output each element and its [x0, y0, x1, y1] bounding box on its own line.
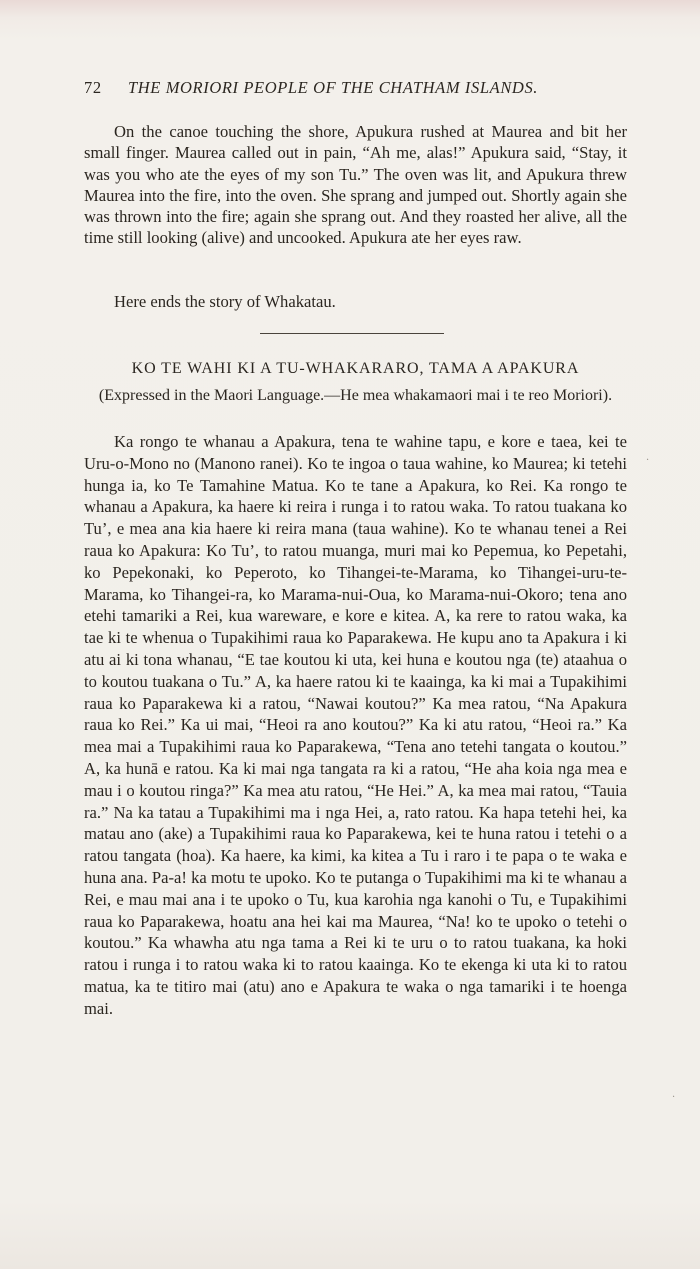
page-header	[84, 78, 644, 98]
section-subtitle: (Expressed in the Maori Language.—He mea whakamaori mai i te reo Moriori).	[98, 387, 613, 404]
english-paragraph-2	[84, 291, 627, 312]
running-title: THE MORIORI PEOPLE OF THE CHATHAM ISLANDS.	[128, 78, 539, 97]
paragraph-text: On the canoe touching the shore, Apukura rushed at Maurea and bit her small finger. Maurea called out in pain, “Ah me, alas!” Apukura said, “Stay, it was you who ate the eyes of my son Tu.” The oven was lit, and Apukura threw Maurea into the fire, into the oven. She sprang and jumped out. Shortly again she was thrown into the fire; again she sprang out. And they roasted her alive, all the time still looking (alive) and uncooked. Apukura ate her eyes raw.	[84, 122, 627, 248]
paper-speck: ·	[646, 455, 650, 466]
page-number: 72	[84, 78, 102, 97]
section-divider	[260, 333, 444, 334]
section-title: KO TE WAHI KI A TU-WHAKARARO, TAMA A APAKURA	[131, 360, 580, 377]
paper-speck: ·	[672, 1092, 676, 1103]
english-paragraph-1	[84, 121, 627, 249]
paragraph-text: Ka rongo te whanau a Apakura, tena te wahine tapu, e kore e taea, kei te Uru-o-Mono no (Manono ranei). Ko te ingoa o taua wahine, ko Maurea; ki tetehi hunga ia, ko Te Tamahine Matua. Ko te tane a Apakura, ko Rei. Ka rongo te whanau a Apakura, ka haere ki reira i runga i to ratou waka. To ratou tuakana ko Tu’, e mea ana kia haere ki reira mana (taua wahine). Ko te whanau tenei a Rei raua ko Apakura: Ko Tu’, to ratou muanga, muri mai ko Pepemua, ko Pepetahi, ko Pepekonaki, ko Peperoto, ko Tihangei-te-Marama, ko Tihangei-uru-te-Marama, ko Tihangei-ra, ko Marama-nui-Oua, ko Marama-nui-Okoro; tena ano etehi tamariki a Rei, kua wareware, e kore e kitea. A, ka rere to ratou waka, ka tae ki te whenua o Tupakihimi raua ko Paparakewa. He kupu ano ta Apakura i ki atu ai ki tona whanau, “E tae koutou ki uta, kei huna e koutou nga (te) ataahua o to koutou tuakana o Tu.” A, ka haere ratou ki te kaainga, ka ki mai a Tupakihimi raua ko Paparakewa ki a ratou, “Nawai koutou?” Ka mea ratou, “Na Apakura raua ko Rei.” Ka ui mai, “Heoi ra ano koutou?” Ka ki atu ratou, “Heoi ra.” Ka mea mai a Tupakihimi raua ko Paparakewa, “Tena ano tetehi tangata o koutou.” A, ka hunā e ratou. Ka ki mai nga tangata ra ki a ratou, “He aha koia nga mea e mau i o koutou ringa?” Ka mea atu ratou, “He Hei.” A, ka mea mai ratou, “Tauia ra.” Na ka tatau a Tupakihimi ma i nga Hei, a, rato ratou. Ka hapa tetehi hei, ka matau ano (ake) a Tupakihimi raua ko Paparakewa, kei te huna ratou i tetehi o a ratou tangata (hoa). Ka haere, ka kimi, ka kitea a Tu i raro i te papa o te waka e huna ana. Pa-a! ka motu te upoko. Ko te putanga o Tupakihimi ma ki te whanau a Rei, e mau mai ana i te upoko o Tu, kua karohia nga kanohi o Tu, e Tupakihimi raua ko Paparakewa, hoatu ana hei kai ma Maurea, “Na! ko te upoko o tetehi o koutou.” Ka whawha atu nga tama a Rei ki te uru o to ratou tuakana, ka hoki ratou i runga i to ratou waka ki to ratou kaainga. Ko te ekenga ki uta ki to ratou matua, ka te titiro mai (atu) ano e Apakura te waka o nga tamariki i te hoenga mai.	[84, 432, 627, 1018]
paragraph-text: Here ends the story of Whakatau.	[114, 292, 336, 311]
maori-paragraph	[84, 431, 627, 1020]
